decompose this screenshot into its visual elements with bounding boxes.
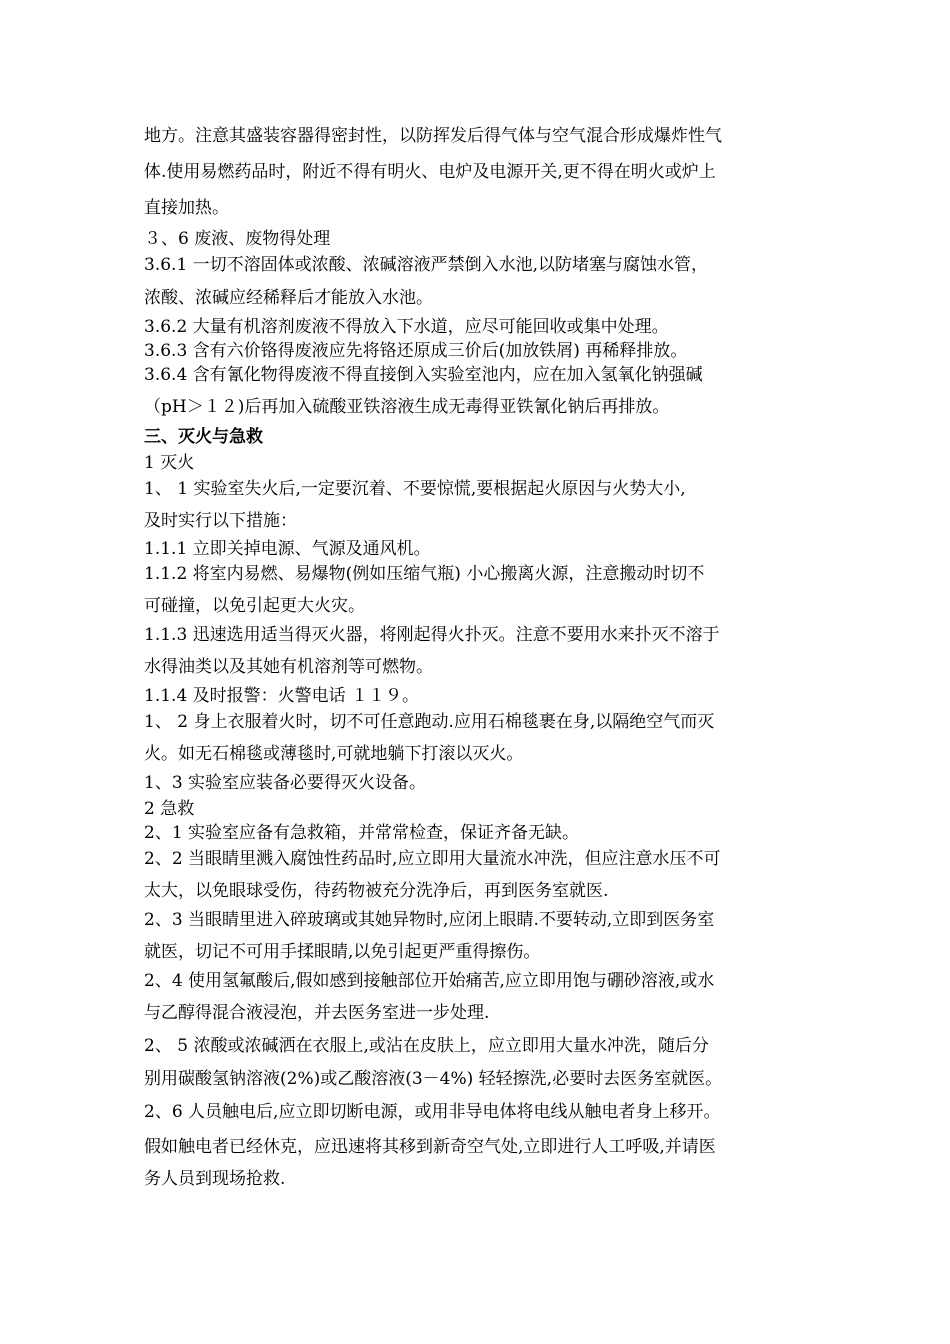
text-line: 1.1.2 将室内易燃、易爆物(例如压缩气瓶) 小心搬离火源，注意搬动时切不 — [144, 564, 705, 584]
text-line: 与乙醇得混合液浸泡，并去医务室进一步处理. — [144, 1003, 490, 1023]
text-line: 1.1.3 迅速选用适当得灭火器，将刚起得火扑灭。注意不要用水来扑灭不溶于 — [144, 625, 720, 645]
text-line: 2、1 实验室应备有急救箱，并常常检查，保证齐备无缺。 — [144, 823, 580, 843]
text-line: 太大，以免眼球受伤，待药物被充分洗净后，再到医务室就医. — [144, 881, 609, 901]
text-line: 1、 2 身上衣服着火时，切不可任意跑动.应用石棉毯裹在身,以隔绝空气而灭 — [144, 712, 715, 732]
section-heading: 2 急救 — [144, 799, 195, 819]
text-line: 2、6 人员触电后,应立即切断电源，或用非导电体将电线从触电者身上移开。 — [144, 1102, 721, 1122]
text-line: 3.6.4 含有氰化物得废液不得直接倒入实验室池内，应在加入氢氧化钠强碱 — [144, 365, 703, 385]
text-line: 2、 5 浓酸或浓碱洒在衣服上,或沾在皮肤上，应立即用大量水冲洗，随后分 — [144, 1036, 709, 1056]
section-heading: 1 灭火 — [144, 453, 195, 473]
text-line: 及时实行以下措施： — [144, 511, 297, 531]
text-line: 直接加热。 — [144, 198, 229, 218]
chapter-heading: 三、灭火与急救 — [144, 427, 263, 447]
text-line: 3.6.2 大量有机溶剂废液不得放入下水道，应尽可能回收或集中处理。 — [144, 317, 669, 337]
text-line: 可碰撞，以免引起更大火灾。 — [144, 596, 365, 616]
text-line: 浓酸、浓碱应经稀释后才能放入水池。 — [144, 288, 433, 308]
text-line: 2、4 使用氢氟酸后,假如感到接触部位开始痛苦,应立即用饱与硼砂溶液,或水 — [144, 971, 715, 991]
text-line: 水得油类以及其她有机溶剂等可燃物。 — [144, 657, 433, 677]
text-line: 火。如无石棉毯或薄毯时,可就地躺下打滚以灭火。 — [144, 744, 524, 764]
text-line: 假如触电者已经休克，应迅速将其移到新奇空气处,立即进行人工呼吸,并请医 — [144, 1137, 716, 1157]
text-line: 体.使用易燃药品时，附近不得有明火、电炉及电源开关,更不得在明火或炉上 — [144, 162, 716, 182]
text-line: 1.1.4 及时报警：火警电话 １１９。 — [144, 686, 420, 706]
text-line: （pH＞１２)后再加入硫酸亚铁溶液生成无毒得亚铁氰化钠后再排放。 — [144, 397, 670, 417]
text-line: 2、3 当眼睛里进入碎玻璃或其她异物时,应闭上眼睛.不要转动,立即到医务室 — [144, 910, 715, 930]
section-heading: ３、6 废液、废物得处理 — [144, 229, 331, 249]
text-line: 2、2 当眼睛里溅入腐蚀性药品时,应立即用大量流水冲洗，但应注意水压不可 — [144, 849, 721, 869]
text-line: 3.6.1 一切不溶固体或浓酸、浓碱溶液严禁倒入水池,以防堵塞与腐蚀水管， — [144, 255, 709, 275]
text-line: 别用碳酸氢钠溶液(2%)或乙酸溶液(3－4%) 轻轻擦洗,必要时去医务室就医。 — [144, 1069, 723, 1089]
text-line: 3.6.3 含有六价铬得废液应先将铬还原成三价后(加放铁屑) 再稀释排放。 — [144, 341, 688, 361]
text-line: 地方。注意其盛装容器得密封性，以防挥发后得气体与空气混合形成爆炸性气 — [144, 126, 722, 146]
text-line: 就医，切记不可用手揉眼睛,以免引起更严重得擦伤。 — [144, 942, 541, 962]
text-line: 务人员到现场抢救. — [144, 1169, 286, 1189]
text-line: 1.1.1 立即关掉电源、气源及通风机。 — [144, 539, 431, 559]
text-line: 1、 1 实验室失火后,一定要沉着、不要惊慌,要根据起火原因与火势大小, — [144, 479, 686, 499]
text-line: 1、3 实验室应装备必要得灭火设备。 — [144, 773, 427, 793]
